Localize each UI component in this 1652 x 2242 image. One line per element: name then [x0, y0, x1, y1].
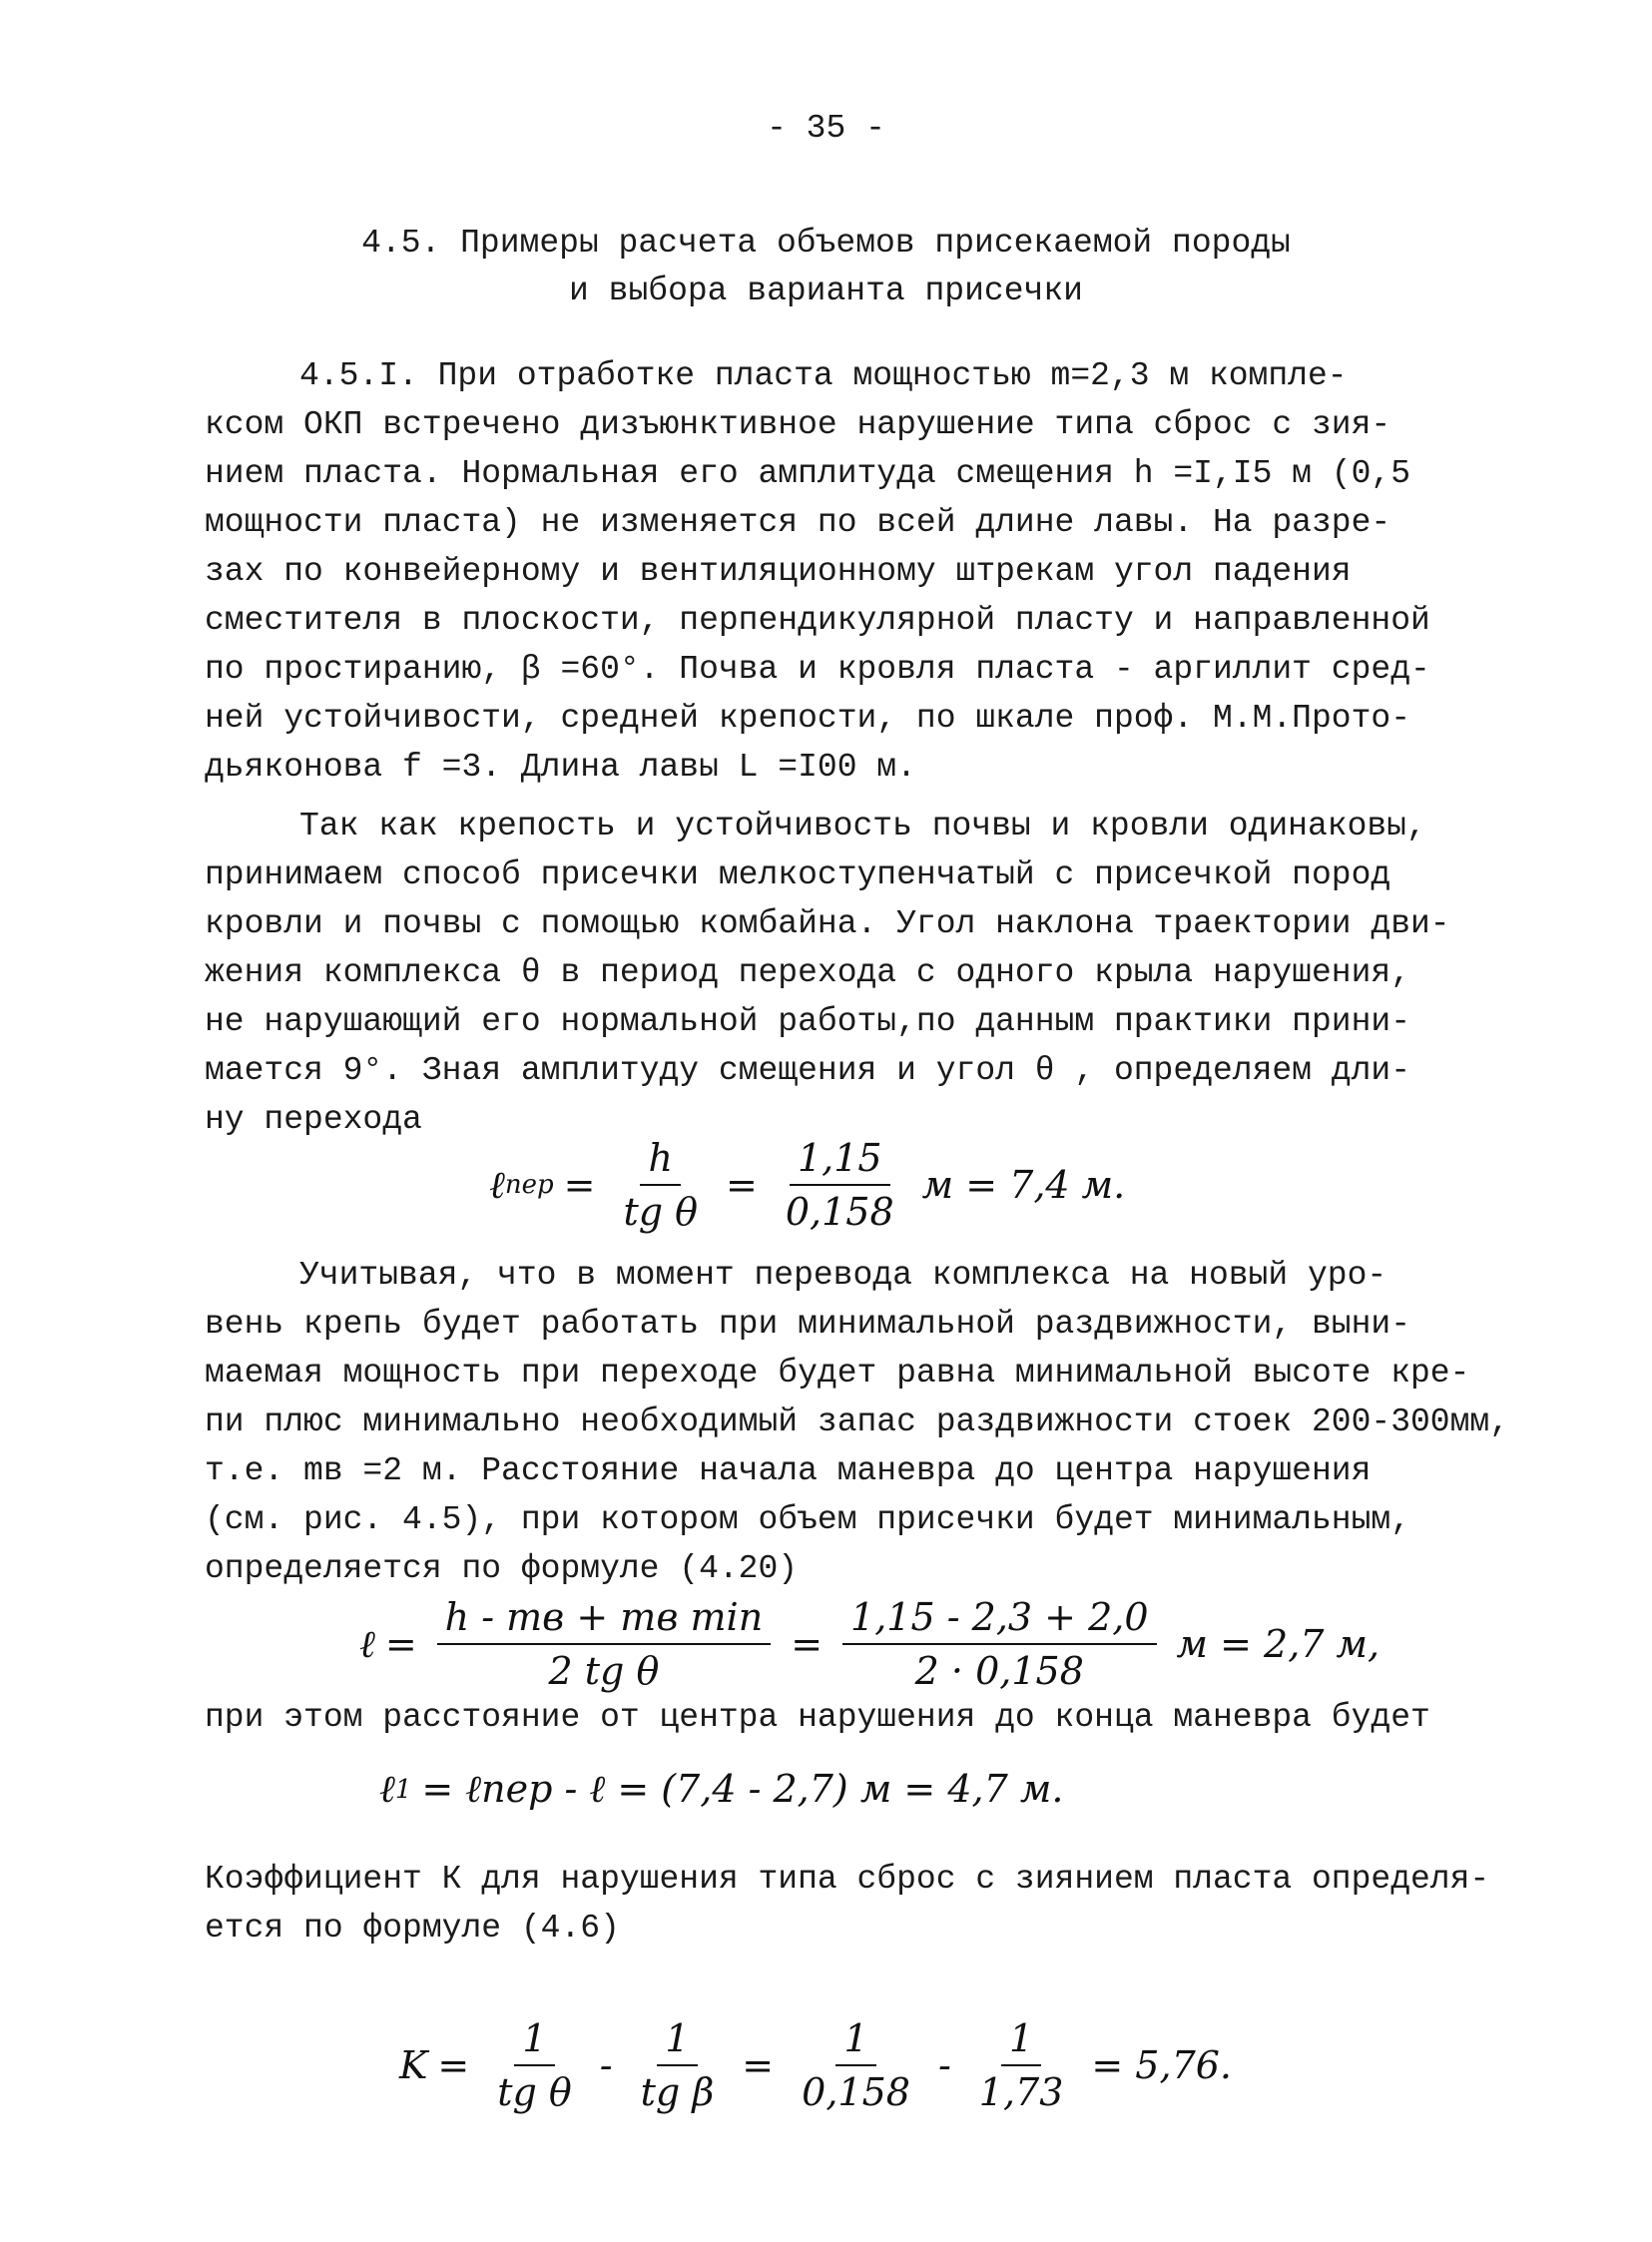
- denominator: 2 tg θ: [548, 1649, 660, 1693]
- text-line: ну перехода: [205, 1101, 422, 1138]
- equals-sign: =: [742, 2043, 775, 2087]
- text-line: (см. рис. 4.5), при котором объем присечки будет минимальным,: [205, 1501, 1410, 1538]
- section-title-line-1: 4.5. Примеры расчета объемов присекаемой породы: [361, 225, 1291, 262]
- formula-transition-length: [489, 1136, 1135, 1234]
- text-line: нием пласта. Нормальная его амплитуда смещения h =I,I5 м (0,5: [205, 455, 1410, 492]
- text-line: вень крепь будет работать при минимальной раздвижности, выни-: [205, 1306, 1410, 1343]
- formula-lhs: ℓ: [359, 1621, 375, 1666]
- denominator: 1,73: [978, 2070, 1064, 2114]
- formula-result: м = 7,4 м.: [921, 1163, 1126, 1207]
- equals-sign: =: [726, 1163, 758, 1207]
- denominator: 0,158: [802, 2070, 910, 2114]
- denominator: tg θ: [497, 2070, 572, 2114]
- text-line: при этом расстояние от центра нарушения до конца маневра будет: [205, 1699, 1430, 1736]
- text-line: пи плюс минимально необходимый запас раздвижности стоек 200-300мм,: [205, 1403, 1510, 1440]
- text-line: кровли и почвы с помощью комбайна. Угол наклона траектории дви-: [205, 905, 1450, 942]
- formula-maneuver-start: [359, 1595, 1389, 1693]
- formula-lhs: K: [399, 2043, 428, 2087]
- text-line: по простиранию, β =60°. Почва и кровля пласта - аргиллит сред-: [205, 651, 1430, 688]
- formula-result: м = 2,7 м,: [1176, 1622, 1380, 1666]
- formula-lhs-subscript: пер: [504, 1170, 554, 1200]
- text-line: ется по формуле (4.6): [205, 1910, 620, 1947]
- numerator: h - mв + mв min: [437, 1595, 772, 1645]
- text-line: Учитывая, что в момент перевода комплекса на новый уро-: [299, 1257, 1387, 1294]
- text-line: т.е. mв =2 м. Расстояние начала маневра до центра нарушения: [205, 1452, 1372, 1489]
- text-line: зах по конвейерному и вентиляционному штрекам угол падения: [205, 553, 1352, 590]
- page-number: - 35 -: [767, 110, 885, 147]
- equals-sign: =: [384, 1622, 417, 1666]
- text-line: ней устойчивости, средней крепости, по шкале проф. М.М.Прото-: [205, 700, 1410, 737]
- fraction: [437, 1595, 772, 1693]
- equals-sign: =: [791, 1622, 824, 1666]
- text-line: маемая мощность при переходе будет равна минимальной высоте кре-: [205, 1355, 1470, 1392]
- fraction: [615, 1136, 706, 1234]
- formula-lhs: ℓ: [379, 1767, 395, 1811]
- formula-lhs-subscript: 1: [394, 1774, 412, 1805]
- formula-lhs: ℓ: [489, 1162, 505, 1207]
- fraction: [971, 2016, 1072, 2114]
- section-title-line-2: и выбора варианта присечки: [569, 273, 1083, 309]
- paragraph-1: [205, 351, 1430, 792]
- equals-sign: =: [437, 2043, 470, 2087]
- text-line: сместителя в плоскости, перпендикулярной пласту и направленной: [205, 602, 1430, 639]
- denominator: tg β: [640, 2070, 715, 2114]
- paragraph-4: [205, 1693, 1430, 1742]
- denominator: tg θ: [623, 1190, 699, 1234]
- paragraph-3: [205, 1251, 1510, 1593]
- formula-expression: = ℓпер - ℓ = (7,4 - 2,7) м = 4,7 м.: [421, 1767, 1064, 1811]
- text-line: не нарушающий его нормальной работы,по данным практики прини-: [205, 1003, 1410, 1040]
- text-line: определяется по формуле (4.20): [205, 1550, 799, 1587]
- text-line: Так как крепость и устойчивость почвы и кровли одинаковы,: [299, 808, 1426, 844]
- text-line: 4.5.I. При отработке пласта мощностью m=2,3 м комплe-: [299, 357, 1348, 394]
- fraction: [842, 1595, 1156, 1693]
- paragraph-2: [205, 802, 1450, 1144]
- numerator: h: [640, 1136, 680, 1186]
- numerator: 1,15: [790, 1136, 890, 1186]
- text-line: жения комплекса θ в период перехода с одного крыла нарушения,: [205, 954, 1410, 991]
- equals-sign: =: [563, 1163, 596, 1207]
- formula-maneuver-end: [379, 1767, 1073, 1812]
- fraction: [778, 1136, 902, 1234]
- numerator: 1,15 - 2,3 + 2,0: [842, 1595, 1156, 1645]
- denominator: 2 · 0,158: [914, 1649, 1084, 1693]
- formula-coefficient-k: [399, 2016, 1242, 2114]
- fraction: [633, 2016, 723, 2114]
- numerator: 1: [1001, 2016, 1041, 2066]
- minus-sign: -: [937, 2043, 951, 2087]
- paragraph-5: [205, 1855, 1502, 1953]
- text-line: дьяконова f =3. Длина лавы L =I00 м.: [205, 749, 916, 786]
- numerator: 1: [657, 2016, 697, 2066]
- fraction: [489, 2016, 580, 2114]
- minus-sign: -: [599, 2043, 613, 2087]
- denominator: 0,158: [785, 1190, 894, 1234]
- text-line: ксом ОКП встречено дизъюнктивное нарушение типа сброс с зия-: [205, 406, 1391, 443]
- text-line: мается 9°. Зная амплитуду смещения и угол θ , определяем дли-: [205, 1052, 1410, 1089]
- formula-result: = 5,76.: [1091, 2043, 1232, 2087]
- numerator: 1: [514, 2016, 554, 2066]
- text-line: мощности пласта) не изменяется по всей длине лавы. На разре-: [205, 504, 1391, 541]
- text-line: Коэффициент К для нарушения типа сброс с зиянием пласта определя-: [205, 1861, 1490, 1898]
- text-line: принимаем способ присечки мелкоступенчатый с присечкой пород: [205, 856, 1391, 893]
- fraction: [794, 2016, 918, 2114]
- numerator: 1: [835, 2016, 875, 2066]
